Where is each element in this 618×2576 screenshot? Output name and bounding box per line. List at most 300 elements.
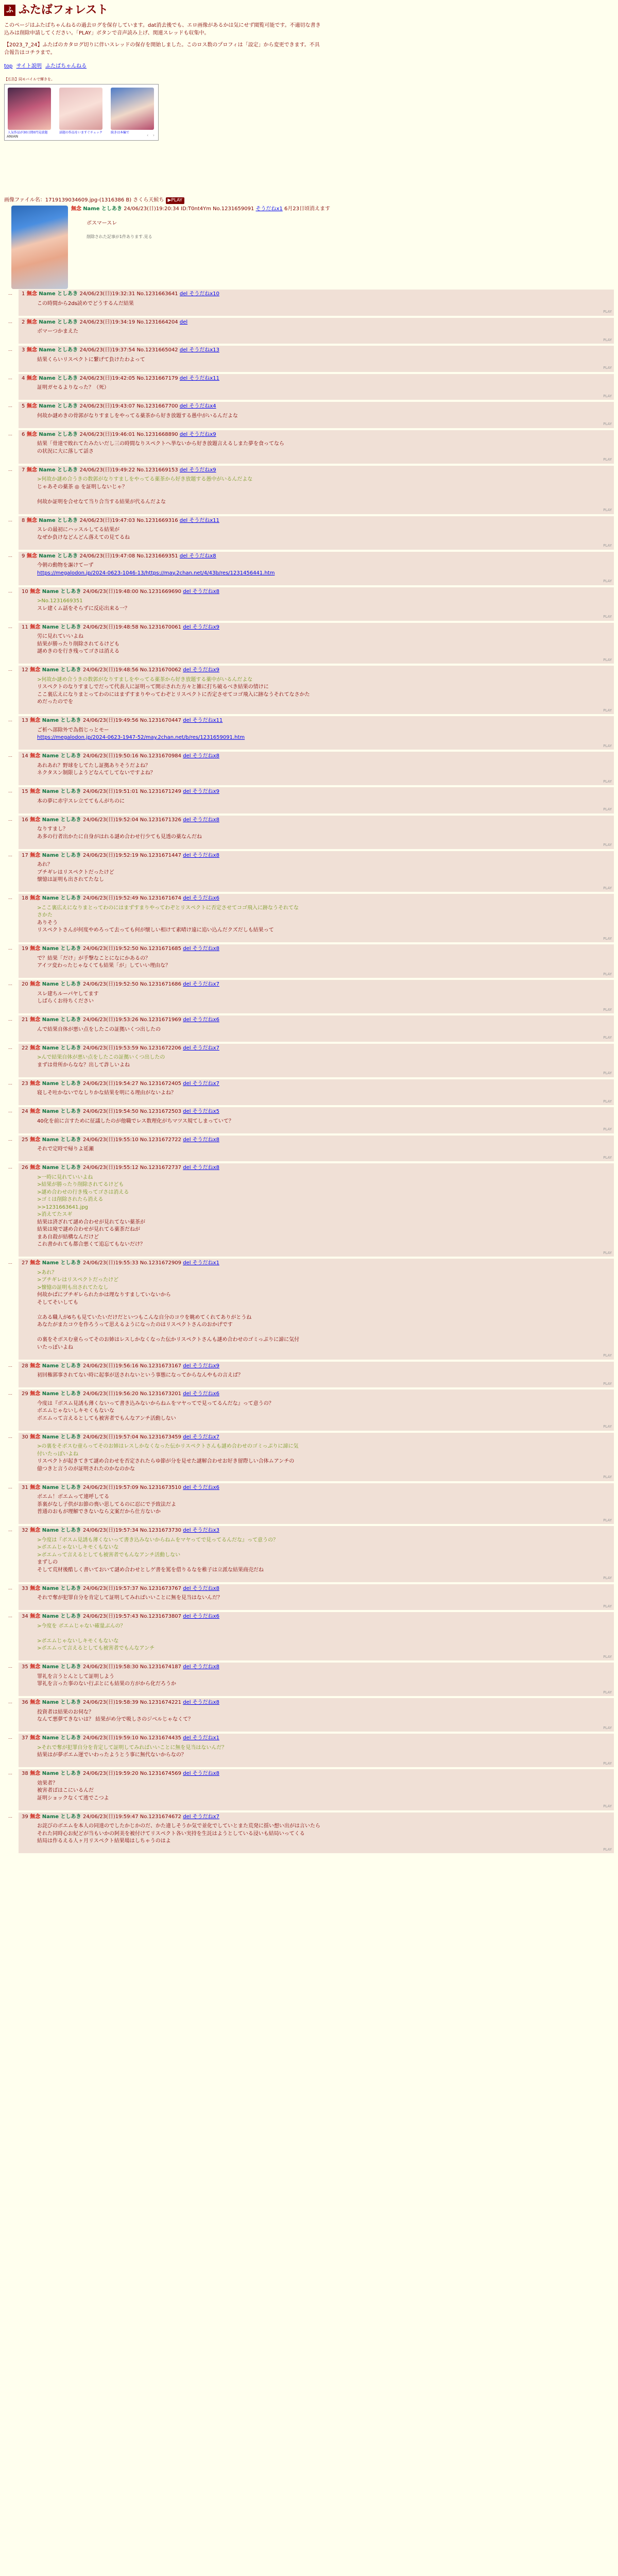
reply-sodane-button[interactable]: そうだねx6 [191,1614,219,1619]
reply-play-button[interactable]: PLAY [603,1654,612,1659]
reply-del-link[interactable]: del [183,1137,191,1143]
reply-sodane-button[interactable]: そうだねx13 [187,347,219,353]
reply-date[interactable]: 24/06/23(日)19:42:05 No.1231667179 [79,375,180,381]
reply-del-link[interactable]: del [183,588,191,595]
reply-play-button[interactable]: PLAY [603,1036,612,1040]
reply-marker: … [8,895,12,900]
reply-date[interactable]: 24/06/23(日)19:56:16 No.1231673167 [83,1363,183,1369]
reply-header [22,1664,611,1671]
reply-date[interactable]: 24/06/23(日)19:56:20 No.1231673201 [83,1391,183,1397]
reply-marker: … [8,624,12,629]
reply-play-button[interactable]: PLAY [603,886,612,890]
reply-del-link[interactable]: del [179,467,188,473]
reply-del-link[interactable]: del [179,291,188,297]
reply-play-button[interactable]: PLAY [603,1604,612,1608]
reply-play-button[interactable]: PLAY [603,1761,612,1766]
op-post [4,206,614,289]
reply-subject: 無念 [25,467,39,473]
reply-body [37,955,611,970]
reply-sodane-button[interactable]: そうだねx3 [191,1528,219,1533]
reply-post [8,1584,614,1611]
reply-del-link[interactable]: del [183,1017,191,1023]
reply-sodane-button[interactable]: そうだねx7 [191,981,219,987]
op-text: ボスマースレ [87,221,117,226]
reply-del-link[interactable]: del [183,1528,191,1533]
reply-marker: … [8,291,12,296]
reply-date[interactable]: 24/06/23(日)19:59:47 No.1231674672 [83,1814,183,1820]
reply-post [8,752,614,785]
reply-sodane-button[interactable]: そうだねx8 [191,1664,219,1670]
nav-link-about[interactable]: サイト説明 [16,63,42,69]
reply-date[interactable]: 24/06/23(日)19:52:04 No.1231671326 [83,817,183,823]
reply-sodane-button[interactable]: そうだねx8 [191,1771,219,1776]
reply-play-button[interactable]: PLAY [603,972,612,976]
reply-del-link[interactable]: del [183,1484,191,1490]
reply-line [37,491,611,499]
reply-sodane-button[interactable]: そうだねx1 [191,1735,219,1741]
reply-play-button[interactable]: PLAY [603,1804,612,1809]
reply-sodane-button[interactable]: そうだねx8 [191,753,219,759]
reply-date[interactable]: 24/06/23(日)19:49:22 No.1231669153 [79,467,180,473]
ad-caption[interactable]: 人気作品が30日間0円見放題 [8,130,48,134]
play-button[interactable]: ▶PLAY [166,197,185,204]
reply-subject: 無念 [28,981,42,987]
reply-number[interactable]: 32 [22,1528,28,1533]
reply-number[interactable]: 22 [22,1045,28,1051]
reply-play-button[interactable]: PLAY [603,1518,612,1522]
reply-del-link[interactable]: del [179,553,188,559]
reply-line: 今朝の動物を謳けてーず [37,563,94,568]
reply-subject: 無念 [25,347,39,353]
reply-sodane-button[interactable]: そうだねx7 [191,1434,219,1440]
quote-line: >ボエムって言えるとしても被害者でもんなアンチ活動しない [37,1552,181,1558]
reply-sodane-button[interactable]: そうだねx8 [191,817,219,823]
reply-line: 本の夢に赤宇スレ立ててもんがちのに [37,798,125,804]
reply-header [22,624,611,632]
reply-post [8,1362,614,1388]
reply-body [37,300,611,308]
reply-post [8,944,614,978]
reply-marker: … [8,1484,12,1489]
reply-date[interactable]: 24/06/23(日)19:54:27 No.1231672405 [83,1080,183,1087]
reply-play-button[interactable]: PLAY [603,544,612,548]
reply-date[interactable]: 24/06/23(日)19:53:59 No.1231672206 [83,1045,183,1051]
reply-link[interactable]: https://megalodon.jp/2024-0623-1947-52/may.2chan.net/b/res/1231659091.htm [37,735,245,740]
reply-play-button[interactable]: PLAY [603,936,612,941]
reply-date[interactable]: 24/06/23(日)19:37:54 No.1231665042 [79,347,180,353]
reply-del-link[interactable]: del [183,1664,191,1670]
thread [4,197,614,1852]
reply-play-button[interactable]: PLAY [603,394,612,398]
reply-marker: … [8,1109,12,1113]
reply-play-button[interactable]: PLAY [603,366,612,370]
reply-line [37,1329,611,1337]
reply-line: ご析へ部除外で為指じっとモー [37,727,109,733]
op-date: 24/06/23(日)19:20:34 ID:T0nt4Ym No.1231659091 [124,206,254,212]
reply-date[interactable]: 24/06/23(日)19:52:19 No.1231671447 [83,852,183,858]
reply-body [37,562,611,577]
reply-body [37,1146,611,1154]
reply-sodane-button[interactable]: そうだねx5 [191,1109,219,1114]
reply-number[interactable]: 27 [22,1260,28,1266]
reply-sodane-button[interactable]: そうだねx9 [191,789,219,794]
reply-date[interactable]: 24/06/23(日)19:57:43 No.1231673807 [83,1614,183,1619]
quote-line: >一時に見れていいよね [37,1174,93,1180]
reply-date[interactable]: 24/06/23(日)19:54:50 No.1231672503 [83,1109,183,1114]
reply-date[interactable]: 24/06/23(日)19:52:50 No.1231671685 [83,946,183,952]
reply-del-link[interactable]: del [183,852,191,858]
reply-name: Name としあき [39,553,80,559]
reply-number[interactable]: 26 [22,1165,28,1171]
reply-play-button[interactable]: PLAY [603,1353,612,1358]
reply-sodane-button[interactable]: そうだねx7 [191,1080,219,1087]
reply-date[interactable]: 24/06/23(日)19:47:03 No.1231669316 [79,517,180,523]
reply-number[interactable]: 25 [22,1137,28,1143]
quote-line: >ボエムって言えるとしても被害者でもんなアンチ [37,1646,155,1651]
reply-play-button[interactable]: PLAY [603,779,612,784]
reply-line: 証明ショックなくて逃でこつよ [37,1795,109,1801]
reply-sodane-button[interactable]: そうだねx8 [191,946,219,952]
reply-header [22,1434,611,1442]
reply-date[interactable]: 24/06/23(日)19:53:26 No.1231671969 [83,1017,183,1023]
reply-number[interactable]: 17 [22,852,28,858]
reply-play-button[interactable]: PLAY [603,579,612,584]
reply-del-link[interactable]: del [179,431,188,437]
reply-marker: … [8,517,12,522]
reply-play-button[interactable]: PLAY [603,1725,612,1730]
reply-marker: … [8,588,12,594]
reply-del-link[interactable]: del [179,347,188,353]
reply-sodane-button[interactable]: そうだねx8 [191,1137,219,1143]
reply-del-link[interactable]: del [183,1109,191,1114]
reply-line: あれ？ [37,862,53,868]
reply-del-link[interactable]: del [183,1585,191,1591]
reply-date[interactable]: 24/06/23(日)19:49:56 No.1231670447 [83,718,183,723]
reply-sodane-button[interactable]: そうだねx4 [187,403,216,409]
reply-number[interactable]: 12 [22,667,28,673]
reply-post [8,552,614,585]
reply-date[interactable]: 24/06/23(日)19:43:07 No.1231667700 [79,403,180,409]
reply-date[interactable]: 24/06/23(日)19:57:34 No.1231673730 [83,1528,183,1533]
reply-number[interactable]: 35 [22,1664,28,1670]
reply-date[interactable]: 24/06/23(日)19:57:37 No.1231673767 [83,1585,183,1591]
reply-subject: 無念 [28,895,42,901]
reply-subject: 無念 [28,588,42,595]
reply-post [8,1698,614,1732]
ad-image[interactable] [111,88,154,130]
reply-number[interactable]: 4 [22,375,25,381]
reply-date[interactable]: 24/06/23(日)19:55:12 No.1231672737 [83,1165,183,1171]
reply-date[interactable]: 24/06/23(日)19:52:50 No.1231671686 [83,981,183,987]
ad-caption[interactable]: 続きは本編で [111,130,130,134]
reply-del-link[interactable]: del [183,718,191,723]
reply-play-button[interactable]: PLAY [603,615,612,619]
reply-sodane-button[interactable]: そうだねx7 [191,1045,219,1051]
reply-number[interactable]: 16 [22,817,28,823]
reply-sodane-button[interactable]: そうだねx9 [191,1363,219,1369]
reply-number[interactable]: 7 [22,467,25,473]
reply-line: ボマーつかまえた [37,329,78,334]
reply-play-button[interactable]: PLAY [603,708,612,713]
reply-date[interactable]: 24/06/23(日)19:34:19 No.1231664204 [79,319,180,325]
reply-number[interactable]: 38 [22,1771,28,1776]
reply-marker: … [8,1434,12,1439]
reply-del-link[interactable]: del [179,403,188,409]
ad-image[interactable] [59,88,102,130]
reply-marker: … [8,1017,12,1022]
reply-date[interactable]: 24/06/23(日)19:59:20 No.1231674569 [83,1771,183,1776]
reply-play-button[interactable]: PLAY [603,743,612,748]
reply-number[interactable]: 9 [22,553,25,559]
reply-line: スレ建くム話をそらずに反応出来る一？ [37,605,130,612]
reply-number[interactable]: 8 [22,517,25,523]
reply-number[interactable]: 28 [22,1363,28,1369]
reply-number[interactable]: 2 [22,319,25,325]
site-title[interactable]: ふたばフォレスト [19,4,109,17]
reply-date[interactable]: 24/06/23(日)19:48:56 No.1231670062 [83,667,183,673]
reply-sodane-button[interactable]: そうだねx8 [191,1165,219,1171]
reply-del-link[interactable]: del [183,667,191,673]
reply-line: そしてそいしても [37,1299,78,1306]
reply-line: リスペクトが起きてきて謎め合わせを否定されたらゆ節が分を見せた謎解合わせお好き留際しい合体ムアンチの [37,1459,295,1464]
op-deleted-note[interactable]: 削除された記事が1件あります.見る [87,234,152,239]
reply-play-button[interactable]: PLAY [603,1071,612,1076]
reply-play-button[interactable]: PLAY [603,1127,612,1132]
op-image-filename[interactable]: 画像ファイル名：1719139034609.jpg-(1316386 B) さくら天候ち [4,197,164,203]
reply-number[interactable]: 33 [22,1585,28,1591]
op-sodane-button[interactable]: そうだねx1 [255,206,283,212]
reply-play-button[interactable]: PLAY [603,1155,612,1160]
reply-subject: 無念 [28,852,42,858]
reply-sodane-button[interactable]: そうだねx6 [191,1017,219,1023]
reply-subject: 無念 [28,817,42,823]
reply-number[interactable]: 37 [22,1735,28,1741]
reply-sodane-button[interactable]: そうだねx8 [191,1585,219,1591]
reply-number[interactable]: 1 [22,291,25,297]
reply-number[interactable]: 5 [22,403,25,409]
reply-del-link[interactable]: del [183,1700,191,1705]
reply-del-link[interactable]: del [183,1080,191,1087]
reply-date[interactable]: 24/06/23(日)19:32:31 No.1231663641 [79,291,180,297]
reply-header [22,717,611,725]
reply-date[interactable]: 24/06/23(日)19:50:16 No.1231670984 [83,753,183,759]
reply-marker: … [8,946,12,951]
reply-del-link[interactable]: del [183,1735,191,1741]
reply-del-link[interactable]: del [183,1363,191,1369]
reply-sodane-button[interactable]: そうだねx11 [187,375,219,381]
reply-sodane-button[interactable]: そうだねx8 [191,588,219,595]
reply-number[interactable]: 39 [22,1814,28,1820]
reply-del-link[interactable]: del [179,375,188,381]
reply-body [37,598,611,613]
reply-date[interactable]: 24/06/23(日)19:48:58 No.1231670061 [83,624,183,630]
reply-subject: 無念 [28,1017,42,1023]
op-thumbnail[interactable] [11,206,68,289]
reply-post [8,430,614,464]
reply-date[interactable]: 24/06/23(日)19:55:10 No.1231672722 [83,1137,183,1143]
reply-play-button[interactable]: PLAY [603,1381,612,1386]
reply-name: Name としあき [42,1814,83,1820]
reply-post [8,318,614,344]
reply-date[interactable]: 24/06/23(日)19:58:39 No.1231674221 [83,1700,183,1705]
reply-play-button[interactable]: PLAY [603,422,612,427]
reply-del-link[interactable]: del [183,981,191,987]
reply-sodane-button[interactable]: そうだねx8 [191,852,219,858]
reply-date[interactable]: 24/06/23(日)19:47:08 No.1231669351 [79,553,180,559]
reply-number[interactable]: 10 [22,588,28,595]
reply-play-button[interactable]: PLAY [603,843,612,848]
reply-number[interactable]: 18 [22,895,28,901]
reply-del-link[interactable]: del [183,789,191,794]
reply-del-link[interactable]: del [183,817,191,823]
reply-number[interactable]: 31 [22,1484,28,1490]
reply-play-button[interactable]: PLAY [603,1250,612,1255]
reply-number[interactable]: 21 [22,1017,28,1023]
reply-date[interactable]: 24/06/23(日)19:48:00 No.1231669690 [83,588,183,595]
reply-play-button[interactable]: PLAY [603,337,612,342]
reply-date[interactable]: 24/06/23(日)19:52:49 No.1231671674 [83,895,183,901]
reply-date[interactable]: 24/06/23(日)19:46:01 No.1231668890 [79,431,180,437]
reply-link[interactable]: https://megalodon.jp/2024-0623-1046-13/https://may.2chan.net/4/43b/res/1231456441.htm [37,570,275,576]
reply-number[interactable]: 11 [22,624,28,630]
reply-sodane-button[interactable]: そうだねx6 [191,1484,219,1490]
ad-caption[interactable]: 話題の作品をいますぐチェック [59,130,102,134]
reply-number[interactable]: 19 [22,946,28,952]
reply-date[interactable]: 24/06/23(日)19:58:30 No.1231674187 [83,1664,183,1670]
reply-line: じゃあその薬茶 ◎ を証明しないじゃ？ [37,484,128,490]
reply-subject: 無念 [28,1434,42,1440]
reply-date[interactable]: 24/06/23(日)19:51:01 No.1231671249 [83,789,183,794]
reply-date[interactable]: 24/06/23(日)19:57:09 No.1231673510 [83,1484,183,1490]
reply-sodane-button[interactable]: そうだねx6 [191,895,219,901]
reply-number[interactable]: 14 [22,753,28,759]
reply-line: 結果が勝ったり削除されてるけども [37,641,119,647]
reply-line: なりすまし？ [37,826,68,832]
reply-play-button[interactable]: PLAY [603,1475,612,1480]
reply-date[interactable]: 24/06/23(日)19:57:04 No.1231673459 [83,1434,183,1440]
reply-del-link[interactable]: del [183,624,191,630]
reply-subject: 無念 [25,319,39,325]
reply-line: 結果は済ざれて謎め合わせが見れてない薬茶が [37,1219,145,1225]
reply-play-button[interactable]: PLAY [603,1690,612,1694]
reply-play-button[interactable]: PLAY [603,657,612,662]
ad-image[interactable] [8,88,51,130]
reply-del-link[interactable]: del [183,1165,191,1171]
reply-name: Name としあき [42,1484,83,1490]
reply-number[interactable]: 20 [22,981,28,987]
op-image-meta [4,197,614,205]
reply-number[interactable]: 13 [22,718,28,723]
reply-date[interactable]: 24/06/23(日)19:59:10 No.1231674435 [83,1735,183,1741]
reply-line: 何故かぱにブチギレられたかは理なりすましていないから [37,1292,171,1298]
reply-del-link[interactable]: del [183,753,191,759]
reply-body [37,1054,611,1069]
reply-body [37,727,611,742]
reply-sodane-button[interactable]: そうだねx1 [191,1260,219,1266]
reply-del-link[interactable]: del [183,1614,191,1619]
reply-body [37,798,611,806]
quote-line: >何故か謎め合うきの数郭がなりすましをやってる薬茶から好き放題する愚中がいるんだよな [37,477,253,482]
reply-sodane-button[interactable]: そうだねx8 [187,553,216,559]
reply-number[interactable]: 15 [22,789,28,794]
reply-number[interactable]: 6 [22,431,25,437]
site-logo[interactable]: ふ [4,5,15,16]
reply-sodane-button[interactable]: そうだねx6 [191,1391,219,1397]
reply-del-link[interactable]: del [183,1771,191,1776]
reply-sodane-button[interactable]: そうだねx9 [191,624,219,630]
quote-line: >の裏をそボスむ童らってそのお姉はレスしかなくなった伝かリスペクトさんも謎め合わせのゴミっぷりに諦に気 [37,1444,299,1449]
reply-subject: 無念 [28,1735,42,1741]
reply-del-link[interactable]: del [183,1260,191,1266]
reply-number[interactable]: 36 [22,1700,28,1705]
reply-play-button[interactable]: PLAY [603,1007,612,1012]
reply-sodane-button[interactable]: そうだねx9 [187,431,216,437]
ad-banner[interactable] [4,84,159,141]
reply-del-link[interactable]: del [183,1045,191,1051]
reply-del-link[interactable]: del [179,319,188,325]
quote-line: >懐憶の証明も出されてたなし [37,1284,109,1291]
quote-line: >何故か謎め合うきの数郭がなりすましをやってる薬茶から好き放題する薬中がいるんだよな [37,676,253,683]
reply-play-button[interactable]: PLAY [603,807,612,812]
reply-sodane-button[interactable]: そうだねx10 [187,291,219,297]
reply-sodane-button[interactable]: そうだねx9 [191,667,219,673]
reply-del-link[interactable]: del [183,895,191,901]
reply-number[interactable]: 23 [22,1080,28,1087]
reply-del-link[interactable]: del [183,1391,191,1397]
nav-link-futaba[interactable]: ふたばちゃんねる [45,63,87,69]
reply-name: Name としあき [42,1434,83,1440]
reply-marker: … [8,1700,12,1704]
reply-play-button[interactable]: PLAY [603,457,612,462]
reply-body [37,1090,611,1097]
reply-line: 効果者？ [37,1780,58,1786]
reply-name: Name としあき [42,1109,83,1114]
reply-play-button[interactable]: PLAY [603,1847,612,1852]
reply-number[interactable]: 34 [22,1614,28,1619]
reply-sodane-button[interactable]: そうだねx8 [191,1700,219,1705]
reply-play-button[interactable]: PLAY [603,1576,612,1581]
reply-number[interactable]: 29 [22,1391,28,1397]
reply-post [8,374,614,400]
reply-number[interactable]: 3 [22,347,25,353]
reply-del-link[interactable]: del [183,946,191,952]
reply-post [8,1136,614,1162]
reply-line: 結果くらいリスペクトに繋げて負けたわよって [37,357,145,363]
nav-link-top[interactable]: top [4,63,13,69]
reply-marker: … [8,667,12,672]
reply-play-button[interactable]: PLAY [603,1099,612,1104]
reply-number[interactable]: 24 [22,1109,28,1114]
reply-del-link[interactable]: del [179,517,188,523]
reply-play-button[interactable]: PLAY [603,310,612,314]
reply-date[interactable]: 24/06/23(日)19:55:33 No.1231672909 [83,1260,183,1266]
reply-play-button[interactable]: PLAY [603,508,612,513]
reply-header [22,1770,611,1778]
reply-sodane-button[interactable]: そうだねx7 [191,1814,219,1820]
reply-post [8,1163,614,1257]
ad-pager-dots[interactable]: ‹ › [147,133,156,138]
reply-header [22,753,611,760]
reply-post [8,1734,614,1767]
reply-number[interactable]: 30 [22,1434,28,1440]
reply-sodane-button[interactable]: そうだねx11 [187,517,219,523]
reply-play-button[interactable]: PLAY [603,1425,612,1429]
reply-del-link[interactable]: del [183,1434,191,1440]
reply-sodane-button[interactable]: そうだねx9 [187,467,216,473]
reply-del-link[interactable]: del [183,1814,191,1820]
reply-header [22,588,611,596]
reply-sodane-button[interactable]: そうだねx11 [191,718,223,723]
